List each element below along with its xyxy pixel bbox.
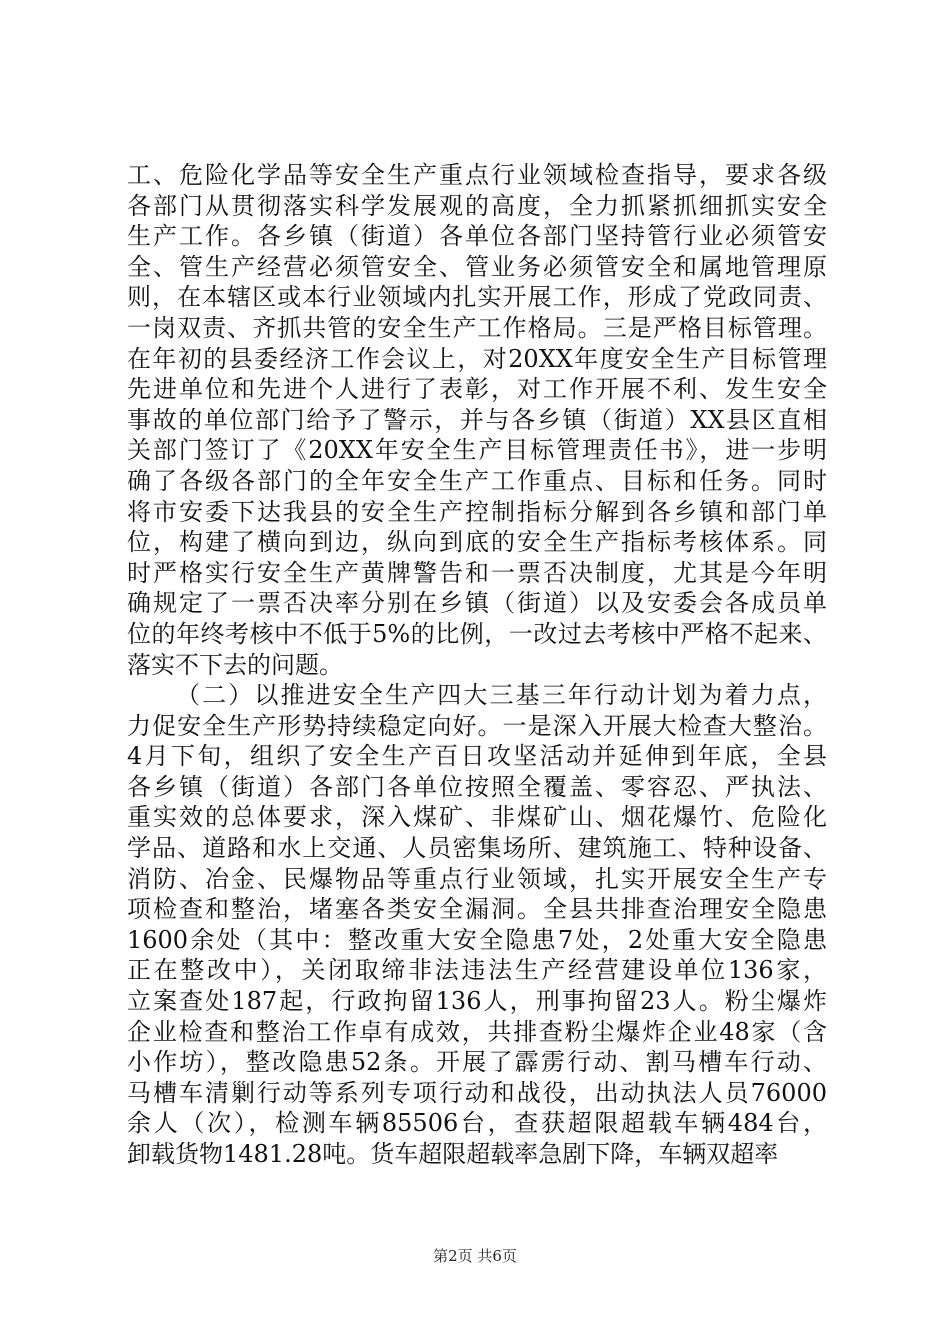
text-line: 1600余处（其中：整改重大安全隐患7处，2处重大安全隐患 [127, 925, 827, 954]
text-line: 在年初的县委经济工作会议上，对20XX年度安全生产目标管理 [127, 344, 827, 373]
text-line: 余人（次），检测车辆85506台，查获超限超载车辆484台， [127, 1109, 827, 1138]
text-line: 小作坊），整改隐患52条。开展了霹雳行动、割马槽车行动、 [127, 1048, 827, 1077]
text-line: 项检查和整治，堵塞各类安全漏洞。全县共排查治理安全隐患 [127, 895, 827, 924]
text-line: 4月下旬，组织了安全生产百日攻坚活动并延伸到年底，全县 [127, 742, 827, 771]
text-line: 时严格实行安全生产黄牌警告和一票否决制度，尤其是今年明 [127, 558, 827, 587]
text-line: 确了各级各部门的全年安全生产工作重点、目标和任务。同时 [127, 466, 827, 495]
text-line: 各部门从贯彻落实科学发展观的高度，全力抓紧抓细抓实安全 [127, 191, 827, 220]
text-line: 将市安委下达我县的安全生产控制指标分解到各乡镇和部门单 [127, 497, 827, 526]
text-line: 力促安全生产形势持续稳定向好。一是深入开展大检查大整治。 [127, 711, 827, 740]
text-line: 立案查处187起，行政拘留136人，刑事拘留23人。粉尘爆炸 [127, 987, 827, 1016]
text-line: 学品、道路和水上交通、人员密集场所、建筑施工、特种设备、 [127, 834, 827, 863]
text-line: 卸载货物1481.28吨。货车超限超载率急剧下降，车辆双超率 [127, 1140, 779, 1168]
text-line: 落实不下去的问题。 [127, 650, 343, 679]
paragraph [127, 160, 827, 680]
text-line: 则，在本辖区或本行业领域内扎实开展工作，形成了党政同责、 [127, 283, 827, 312]
text-line: 正在整改中），关闭取缔非法违法生产经营建设单位136家， [127, 956, 827, 985]
text-line: 各乡镇（街道）各部门各单位按照全覆盖、零容忍、严执法、 [127, 772, 827, 801]
text-line: 工、危险化学品等安全生产重点行业领域检查指导，要求各级 [127, 161, 827, 189]
text-line: 消防、冶金、民爆物品等重点行业领域，扎实开展安全生产专 [127, 864, 827, 893]
text-line: 企业检查和整治工作卓有成效，共排查粉尘爆炸企业48家（含 [127, 1017, 827, 1046]
text-line: 位，构建了横向到边，纵向到底的安全生产指标考核体系。同 [127, 528, 827, 557]
text-line: 关部门签订了《20XX年安全生产目标管理责任书》，进一步明 [127, 436, 827, 465]
text-line: 全、管生产经营必须管安全、管业务必须管安全和属地管理原 [127, 252, 827, 281]
text-line: 确规定了一票否决率分别在乡镇（街道）以及安委会各成员单 [127, 589, 827, 618]
text-line: （二）以推进安全生产四大三基三年行动计划为着力点， [176, 681, 827, 710]
text-line: 先进单位和先进个人进行了表彰，对工作开展不利、发生安全 [127, 375, 827, 404]
text-line: 重实效的总体要求，深入煤矿、非煤矿山、烟花爆竹、危险化 [127, 803, 827, 832]
text-line: 事故的单位部门给予了警示，并与各乡镇（街道）XX县区直相 [127, 405, 827, 434]
text-line: 马槽车清剿行动等系列专项行动和战役，出动执法人员76000 [127, 1078, 827, 1107]
text-line: 一岗双责、齐抓共管的安全生产工作格局。三是严格目标管理。 [127, 313, 827, 342]
text-line: 生产工作。各乡镇（街道）各单位各部门坚持管行业必须管安 [127, 222, 827, 251]
page-footer: 第2页 共6页 [433, 1247, 517, 1265]
paragraph [127, 680, 827, 1170]
document-body [127, 160, 827, 1170]
text-line: 位的年终考核中不低于5%的比例，一改过去考核中严格不起来、 [127, 619, 827, 648]
